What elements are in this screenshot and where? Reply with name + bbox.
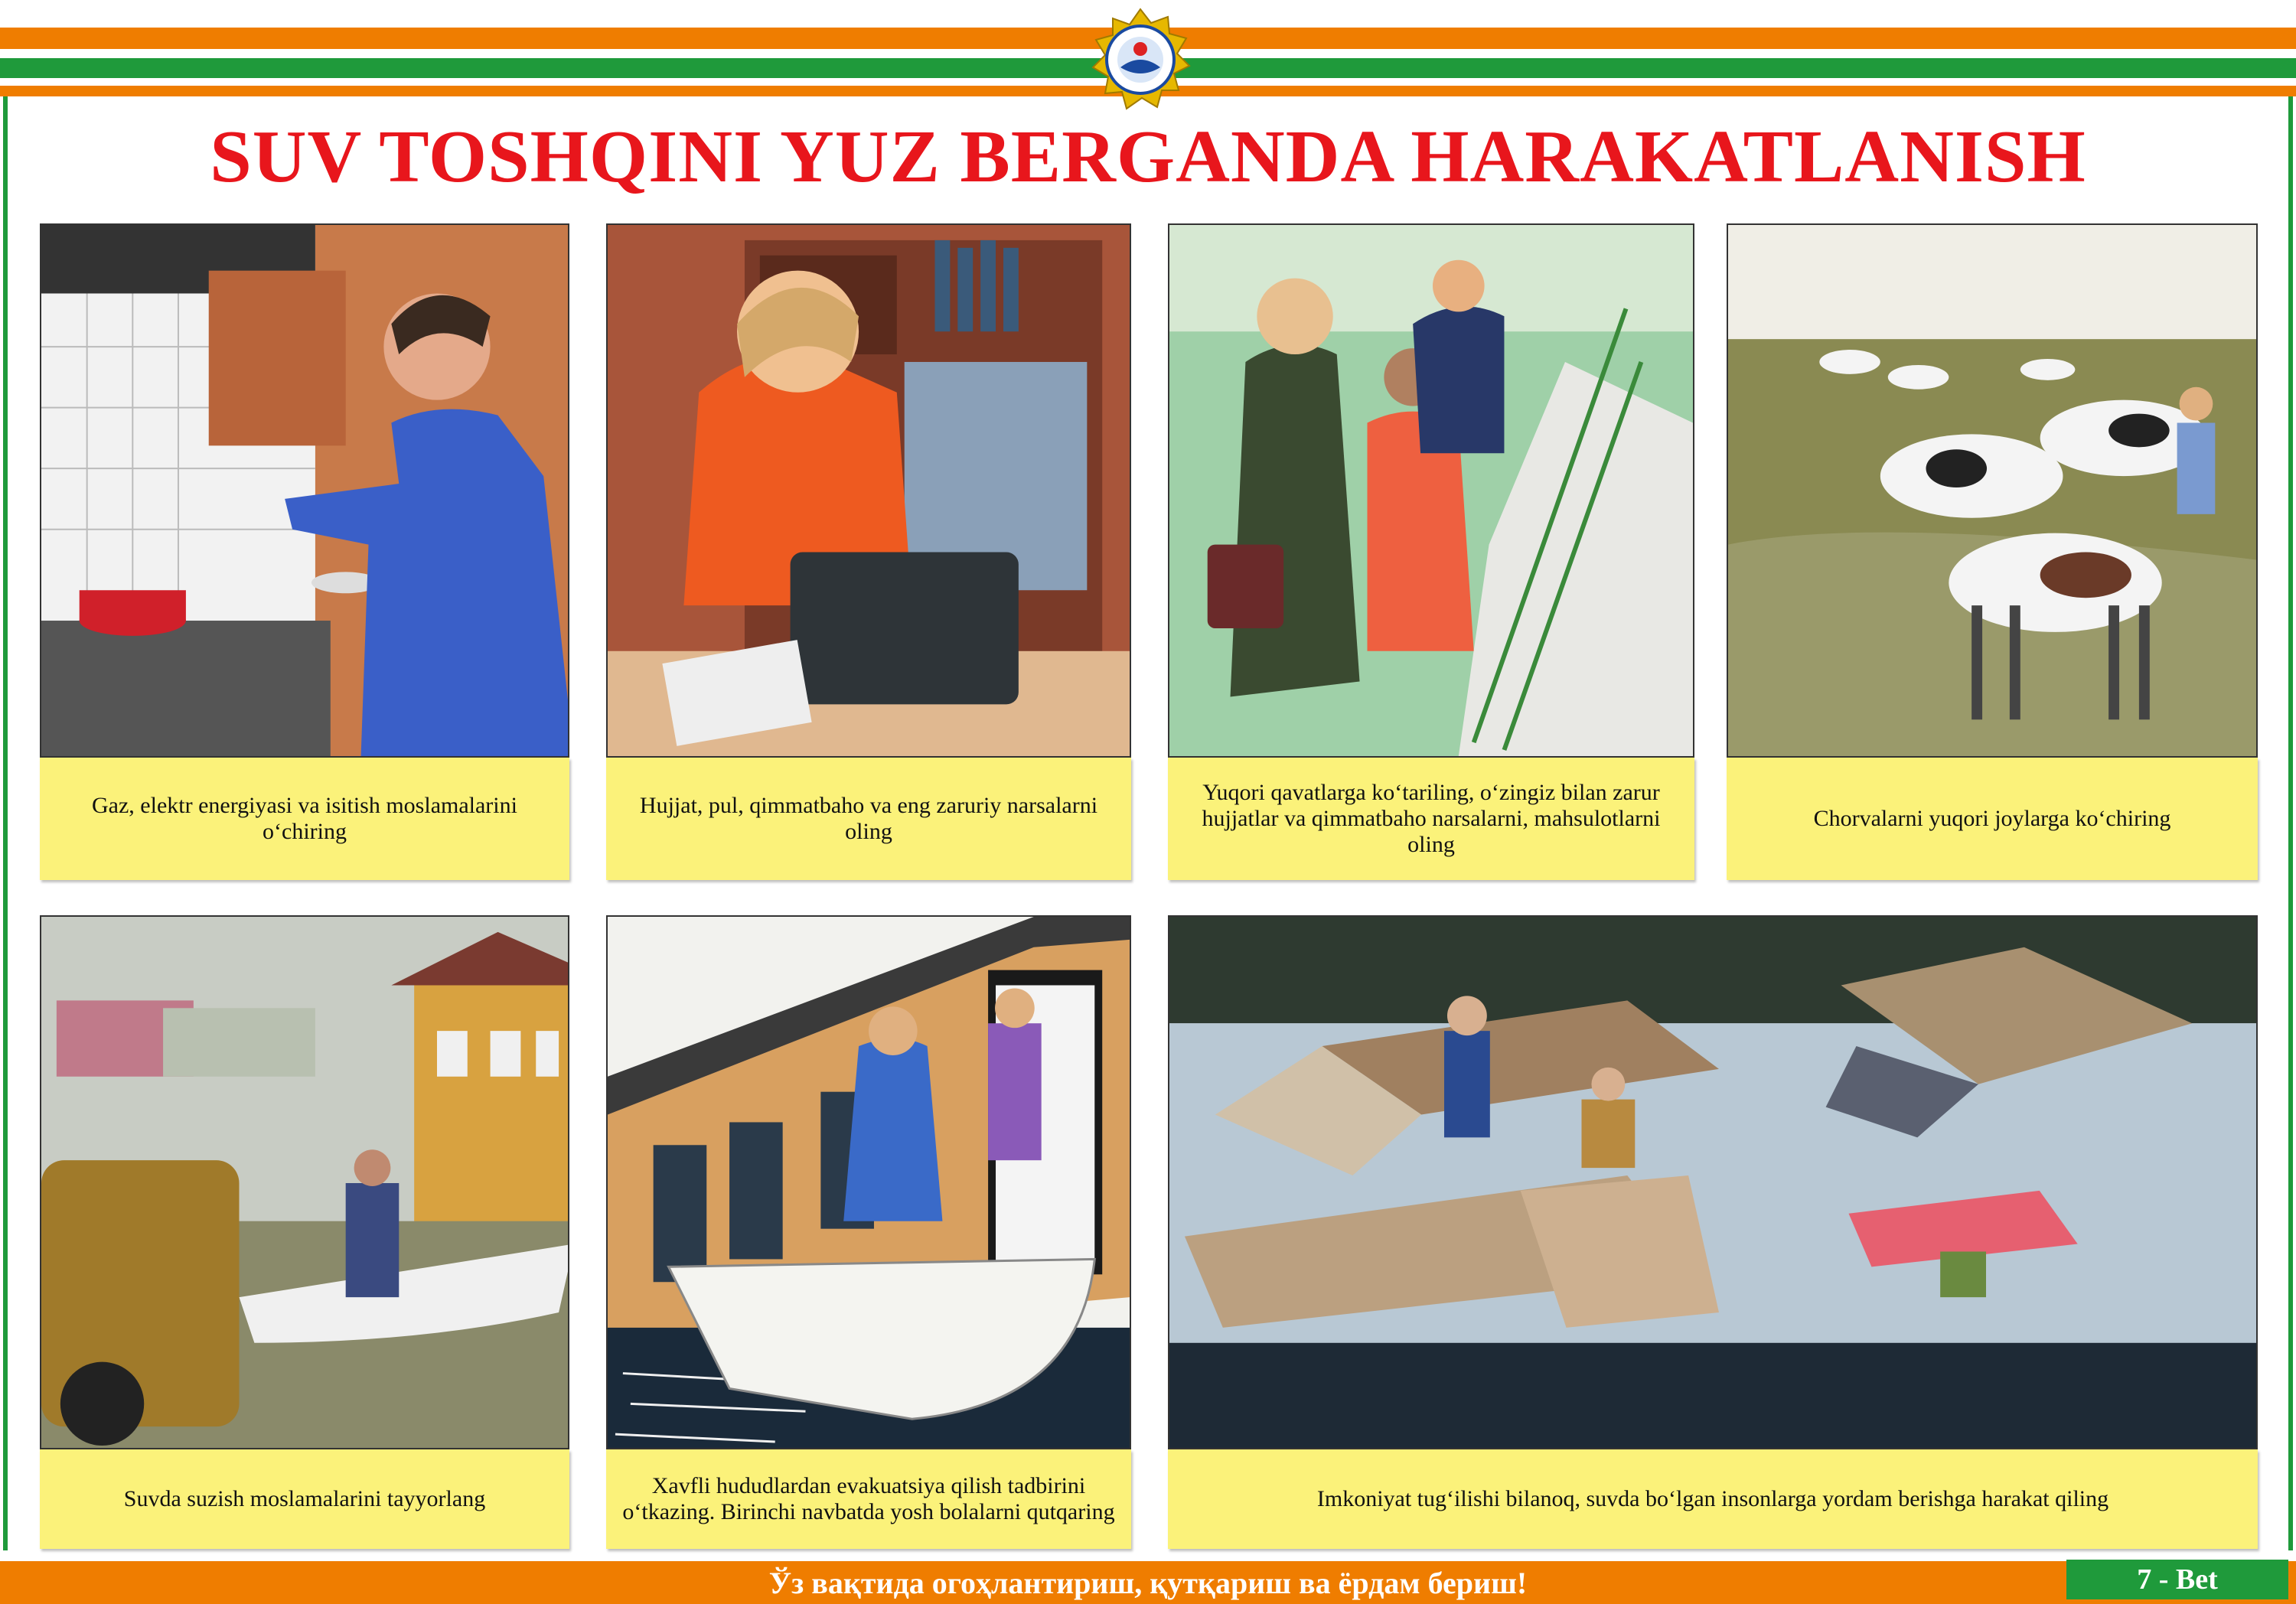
panel-evacuate [606, 915, 1131, 1549]
cattle-relocation-illustration [1727, 223, 2258, 758]
panel-move-cattle [1727, 223, 2258, 880]
panel-go-upstairs [1168, 223, 1694, 880]
panel-take-documents [606, 223, 1131, 880]
panel-caption: Yuqori qavatlarga ko‘tariling, o‘zingiz bilan zarur hujjatlar va qimmatbaho narsalarni, mahsulotlarni oling [1168, 758, 1694, 880]
right-border [2288, 96, 2293, 1550]
panel-turn-off-utilities [40, 223, 569, 880]
left-border [3, 96, 8, 1550]
kitchen-stove-illustration [40, 223, 569, 758]
panel-caption: Suvda suzish moslamalarini tayyorlang [40, 1449, 569, 1549]
panel-caption: Imkoniyat tug‘ilishi bilanoq, suvda bo‘lgan insonlarga yordam berishga harakat qiling [1168, 1449, 2258, 1549]
panel-caption: Xavfli hududlardan evakuatsiya qilish tadbirini o‘tkazing. Birinchi navbatda yosh bolalarni qutqaring [606, 1449, 1131, 1549]
panel-prepare-boats [40, 915, 569, 1549]
boat-preparation-illustration [40, 915, 569, 1449]
flood-rescue-illustration [1168, 915, 2258, 1449]
stairs-climbing-illustration [1168, 223, 1694, 758]
panel-help-people [1168, 915, 2258, 1549]
panel-caption: Hujjat, pul, qimmatbaho va eng zaruriy narsalarni oling [606, 758, 1131, 880]
packing-documents-illustration [606, 223, 1131, 758]
evacuation-boat-illustration [606, 915, 1131, 1449]
footer-slogan: Ўз вақтида огоҳлантириш, қутқариш ва ёрдам бериш! [768, 1566, 1528, 1600]
page-number-badge: 7 - Bet [2066, 1560, 2288, 1599]
panel-caption: Chorvalarni yuqori joylarga ko‘chiring [1727, 758, 2258, 880]
panel-caption: Gaz, elektr energiyasi va isitish moslamalarini o‘chiring [40, 758, 569, 880]
page-title: SUV TOSHQINI YUZ BERGANDA HARAKATLANISH [210, 116, 2086, 198]
emergency-ministry-emblem-icon [1087, 6, 1194, 113]
